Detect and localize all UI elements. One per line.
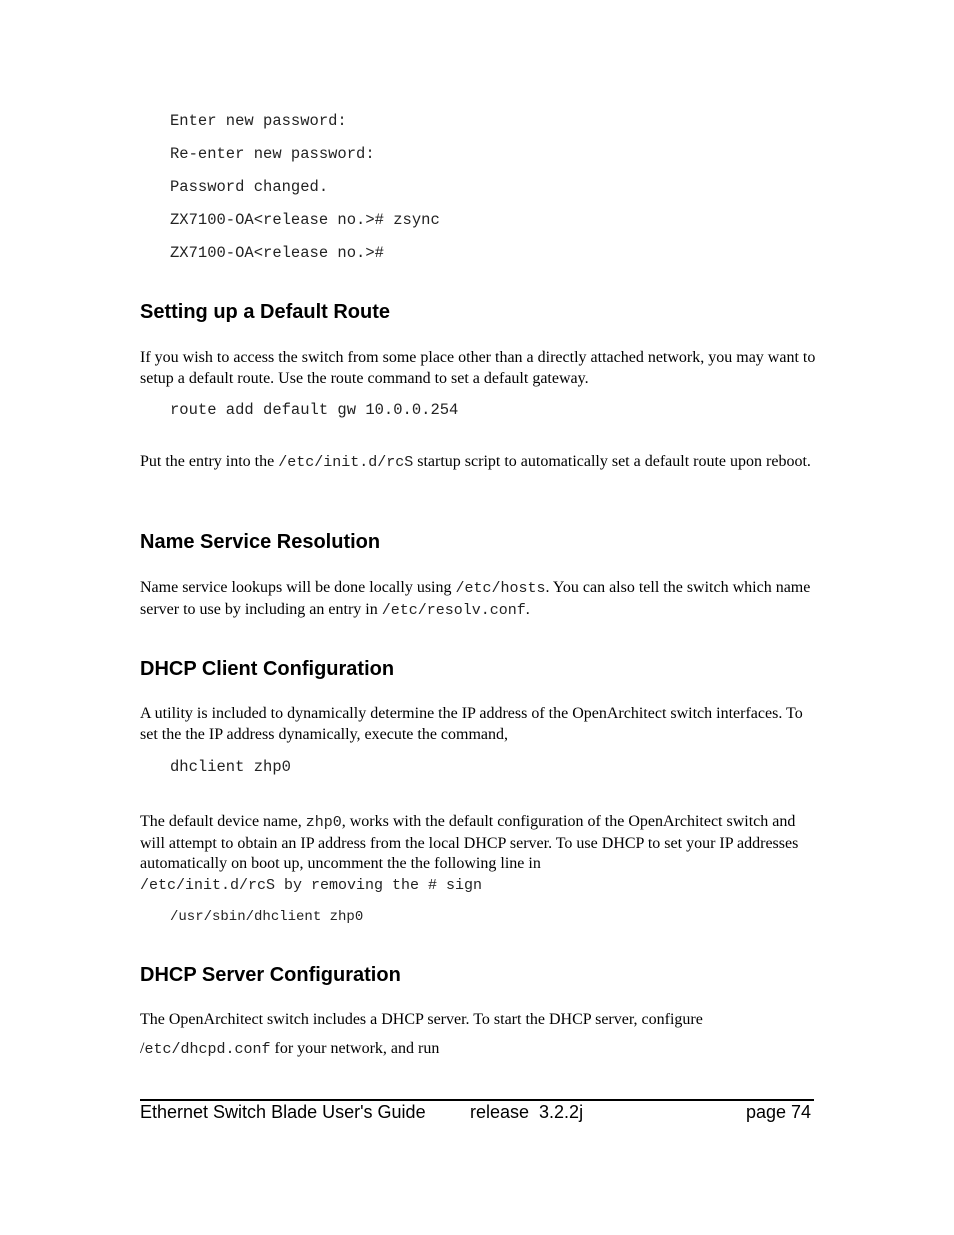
code-line: ZX7100-OA<release no.>#	[170, 244, 384, 262]
code-line: ZX7100-OA<release no.># zsync	[170, 211, 440, 229]
section-heading-dhcp-server: DHCP Server Configuration	[140, 964, 401, 986]
footer-page-number: page 74	[746, 1102, 812, 1122]
rcs-path: /etc/init.d/rcS	[278, 454, 414, 471]
dhcp-server-paragraph: The OpenArchitect switch includes a DHCP server. To start the DHCP server, configure	[140, 1011, 703, 1028]
dhclient-path: /usr/sbin/dhclient zhp0	[170, 909, 364, 925]
footer-title: Ethernet Switch Blade User's Guide	[140, 1102, 426, 1122]
dhclient-command: dhclient zhp0	[170, 758, 291, 776]
route-command: route add default gw 10.0.0.254	[170, 401, 459, 419]
name-service-paragraph: Name service lookups will be done locally using /etc/hosts. You can also tell the switch which name server to use by including an entry in /etc/resolv.conf.	[140, 579, 811, 619]
dhcp-server-paragraph-2: /etc/dhcpd.conf for your network, and run	[140, 1040, 440, 1058]
code-line: Password changed.	[170, 178, 329, 196]
section-heading-default-route: Setting up a Default Route	[140, 301, 390, 323]
hosts-path: /etc/hosts	[455, 580, 546, 597]
code-line: Enter new password:	[170, 112, 347, 130]
dhcp-client-paragraph-2: The default device name, zhp0, works with the default configuration of the OpenArchitect switch and will attempt to obtain an IP address from the local DHCP server. To use DHCP to set your IP addresses automatically on boot up, uncomment the the following line in /etc/init.d/rcS by removing the # sign	[140, 813, 799, 894]
code-line: Re-enter new password:	[170, 145, 375, 163]
device-name: zhp0	[305, 814, 342, 831]
dhcp-client-paragraph: A utility is included to dynamically determine the IP address of the OpenArchitect switch interfaces. To set the the IP address dynamically, execute the command,	[140, 705, 803, 743]
default-route-paragraph-2: Put the entry into the /etc/init.d/rcS startup script to automatically set a default route upon reboot.	[140, 453, 811, 471]
section-heading-name-service: Name Service Resolution	[140, 531, 381, 553]
default-route-paragraph: If you wish to access the switch from some place other than a directly attached network, you may want to setup a default route. Use the route command to set a default gateway.	[140, 349, 816, 387]
section-heading-dhcp-client: DHCP Client Configuration	[140, 658, 395, 680]
dhcpd-conf-path: etc/dhcpd.conf	[144, 1041, 271, 1058]
rcs-instruction: /etc/init.d/rcS by removing the # sign	[140, 876, 483, 894]
footer-release: release 3.2.2j	[470, 1102, 584, 1122]
resolv-path: /etc/resolv.conf	[381, 601, 526, 619]
